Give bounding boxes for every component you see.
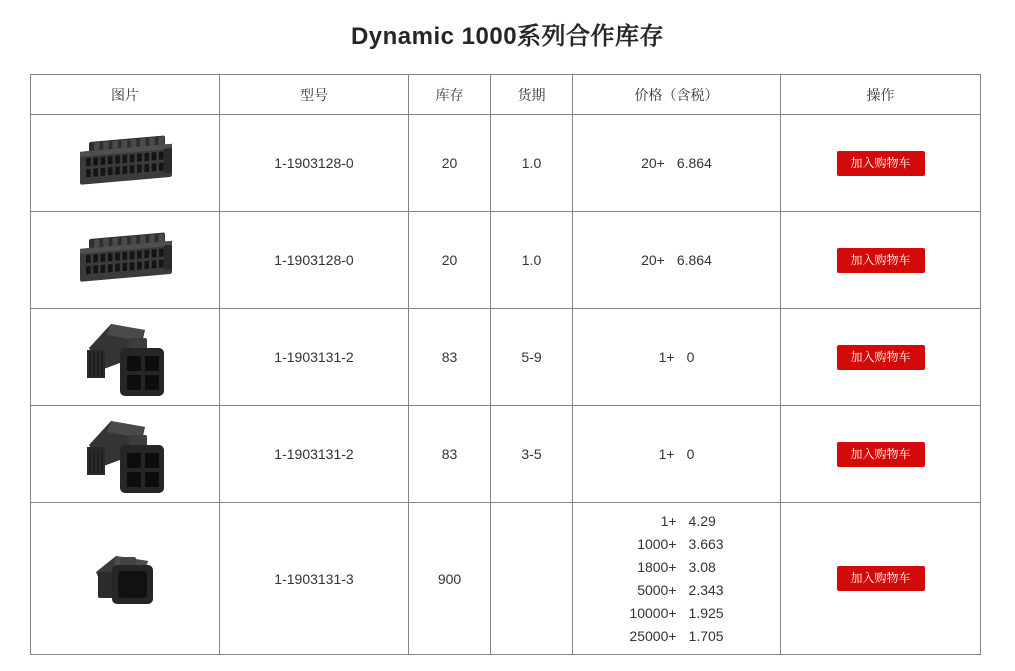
price-list — [659, 349, 695, 365]
stock-text: 900 — [437, 570, 462, 587]
price-value: 1.925 — [688, 605, 724, 621]
action-cell — [781, 309, 981, 406]
table-body — [31, 115, 981, 655]
model-text: 1-1903131-2 — [274, 349, 354, 365]
header-row — [31, 75, 981, 115]
price-list — [641, 155, 712, 171]
table-row — [31, 115, 981, 212]
product-image-cell — [31, 503, 220, 655]
price-list — [641, 252, 712, 268]
connector-long-receptacle-image — [31, 115, 219, 211]
price-qty: 1+ — [658, 446, 675, 462]
table-row — [31, 212, 981, 309]
model-cell — [220, 406, 409, 503]
connector-4pos-plug-image — [31, 309, 219, 405]
page-title: Dynamic 1000系列合作库存 — [350, 23, 665, 50]
price-qty: 10000+ — [629, 605, 677, 621]
stock-cell — [409, 212, 491, 309]
connector-long-receptacle-image — [31, 212, 219, 308]
price-qty: 20+ — [641, 252, 665, 268]
table-row — [31, 503, 981, 655]
price-value: 3.663 — [688, 536, 724, 552]
leadtime-text: 1.0 — [521, 155, 542, 171]
table-row — [31, 309, 981, 406]
price-value: 6.864 — [676, 252, 712, 268]
product-image-cell — [31, 115, 220, 212]
connector-4pos-plug-image — [31, 406, 219, 502]
leadtime-cell — [491, 212, 573, 309]
product-image-cell — [31, 212, 220, 309]
stock-cell — [409, 503, 491, 655]
column-header-image: 图片 — [31, 75, 220, 115]
price-value: 2.343 — [688, 582, 724, 598]
column-header-price: 价格（含税） — [573, 75, 781, 115]
model-text: 1-1903128-0 — [274, 252, 354, 268]
price-value: 0 — [686, 349, 695, 365]
model-text: 1-1903128-0 — [274, 155, 354, 171]
price-list — [629, 513, 723, 644]
leadtime-cell — [491, 406, 573, 503]
column-header-action: 操作 — [781, 75, 981, 115]
leadtime-cell — [491, 115, 573, 212]
price-qty: 1+ — [658, 349, 675, 365]
stock-table — [30, 74, 981, 655]
table-row — [31, 406, 981, 503]
leadtime-text: 5-9 — [521, 349, 542, 365]
price-qty: 25000+ — [629, 628, 677, 644]
price-value: 0 — [686, 446, 695, 462]
price-cell — [573, 212, 781, 309]
model-text: 1-1903131-3 — [274, 570, 354, 587]
price-list — [659, 446, 695, 462]
price-value: 4.29 — [688, 513, 716, 529]
model-cell — [220, 309, 409, 406]
action-cell — [781, 115, 981, 212]
stock-text: 83 — [441, 446, 458, 462]
stock-cell — [409, 115, 491, 212]
leadtime-text: 3-5 — [521, 446, 542, 462]
column-header-stock: 库存 — [409, 75, 491, 115]
model-cell — [220, 115, 409, 212]
add-to-cart-button[interactable]: 加入购物车 — [837, 151, 925, 176]
column-header-model: 型号 — [220, 75, 409, 115]
add-to-cart-button[interactable]: 加入购物车 — [837, 248, 925, 273]
leadtime-cell — [491, 503, 573, 655]
stock-cell — [409, 309, 491, 406]
model-cell — [220, 212, 409, 309]
price-qty: 1+ — [660, 513, 677, 529]
price-cell — [573, 309, 781, 406]
price-value: 1.705 — [688, 628, 724, 644]
stock-cell — [409, 406, 491, 503]
product-image-cell — [31, 309, 220, 406]
connector-small-plug-image — [31, 503, 219, 654]
action-cell — [781, 503, 981, 655]
stock-text: 83 — [441, 349, 458, 365]
price-qty: 5000+ — [637, 582, 677, 598]
column-header-leadtime: 货期 — [491, 75, 573, 115]
add-to-cart-button[interactable]: 加入购物车 — [837, 566, 925, 591]
add-to-cart-button[interactable]: 加入购物车 — [837, 442, 925, 467]
product-image-cell — [31, 406, 220, 503]
price-cell — [573, 115, 781, 212]
price-qty: 1800+ — [637, 559, 677, 575]
price-cell — [573, 503, 781, 655]
price-value: 3.08 — [688, 559, 716, 575]
price-qty: 20+ — [641, 155, 665, 171]
action-cell — [781, 212, 981, 309]
model-text: 1-1903131-2 — [274, 446, 354, 462]
stock-text: 20 — [441, 155, 458, 171]
model-cell — [220, 503, 409, 655]
action-cell — [781, 406, 981, 503]
price-qty: 1000+ — [637, 536, 677, 552]
add-to-cart-button[interactable]: 加入购物车 — [837, 345, 925, 370]
price-value: 6.864 — [676, 155, 712, 171]
leadtime-text: 1.0 — [521, 252, 542, 268]
price-cell — [573, 406, 781, 503]
stock-text: 20 — [441, 252, 458, 268]
leadtime-cell — [491, 309, 573, 406]
